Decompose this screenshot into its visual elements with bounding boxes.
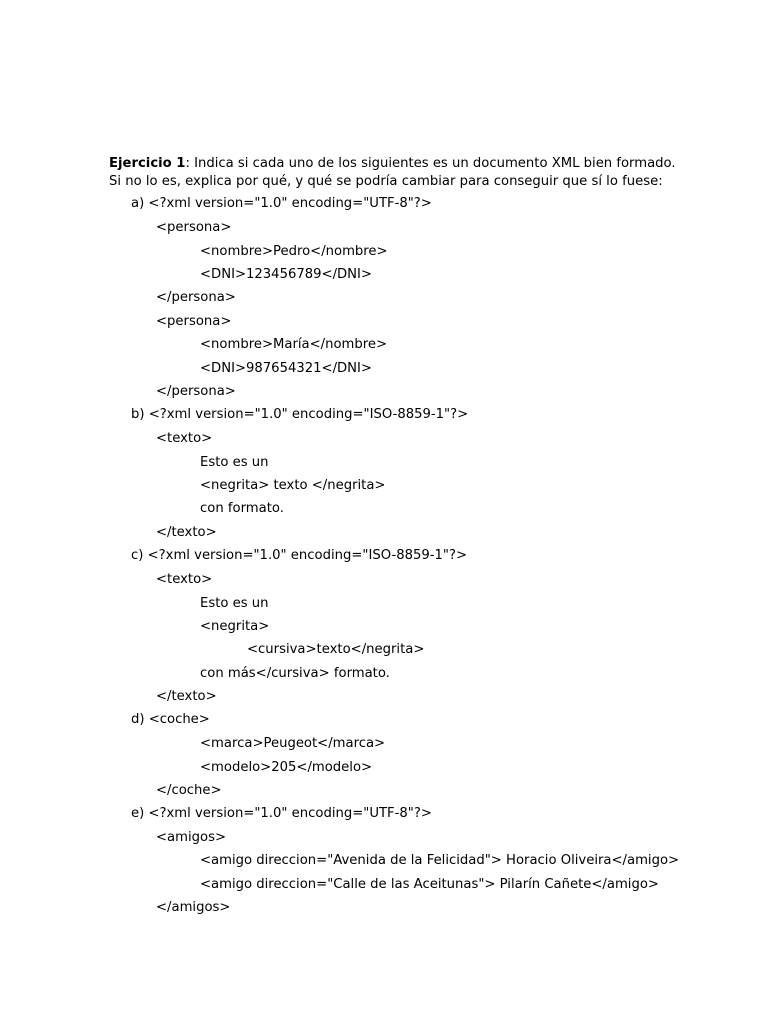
code-line: con formato. [200,501,284,516]
item-b-declaration: b) <?xml version="1.0" encoding="ISO-8859-1"?> [131,407,469,422]
code-line: <DNI>987654321</DNI> [200,361,372,376]
exercise-text-line2: Si no lo es, explica por qué, y qué se podría cambiar para conseguir que sí lo fuese: [109,174,663,189]
code-line: <modelo>205</modelo> [200,760,373,775]
code-line: <negrita> texto </negrita> [200,478,386,493]
item-c-declaration: c) <?xml version="1.0" encoding="ISO-8859-1"?> [131,548,468,563]
code-line: </texto> [156,689,217,704]
code-line: </persona> [156,290,236,305]
code-line: <persona> [156,220,232,235]
exercise-title: Ejercicio 1 [109,156,186,171]
code-line: <texto> [156,431,213,446]
item-e-declaration: e) <?xml version="1.0" encoding="UTF-8"?> [131,806,432,821]
code-line: Esto es un [200,455,269,470]
code-line: <cursiva>texto</negrita> [247,642,425,657]
code-line: <texto> [156,572,213,587]
item-a-declaration: a) <?xml version="1.0" encoding="UTF-8"?> [131,196,432,211]
code-line: <nombre>Pedro</nombre> [200,244,388,259]
item-d-declaration: d) <coche> [131,712,210,727]
code-line: <nombre>María</nombre> [200,337,388,352]
code-line: <amigo direccion="Calle de las Aceitunas"> Pilarín Cañete</amigo> [200,877,659,892]
code-line: </coche> [156,783,222,798]
code-line: </persona> [156,384,236,399]
exercise-text-line1: : Indica si cada uno de los siguientes es un documento XML bien formado. [185,156,676,171]
code-line: <amigo direccion="Avenida de la Felicidad"> Horacio Oliveira</amigo> [200,853,680,868]
code-line: Esto es un [200,596,269,611]
code-line: </texto> [156,525,217,540]
code-line: <DNI>123456789</DNI> [200,267,372,282]
code-line: <negrita> [200,619,270,634]
code-line: con más</cursiva> formato. [200,666,390,681]
code-line: </amigos> [156,900,231,915]
code-line: <marca>Peugeot</marca> [200,736,386,751]
code-line: <persona> [156,314,232,329]
exercise-statement [109,155,729,191]
code-line: <amigos> [156,830,227,845]
